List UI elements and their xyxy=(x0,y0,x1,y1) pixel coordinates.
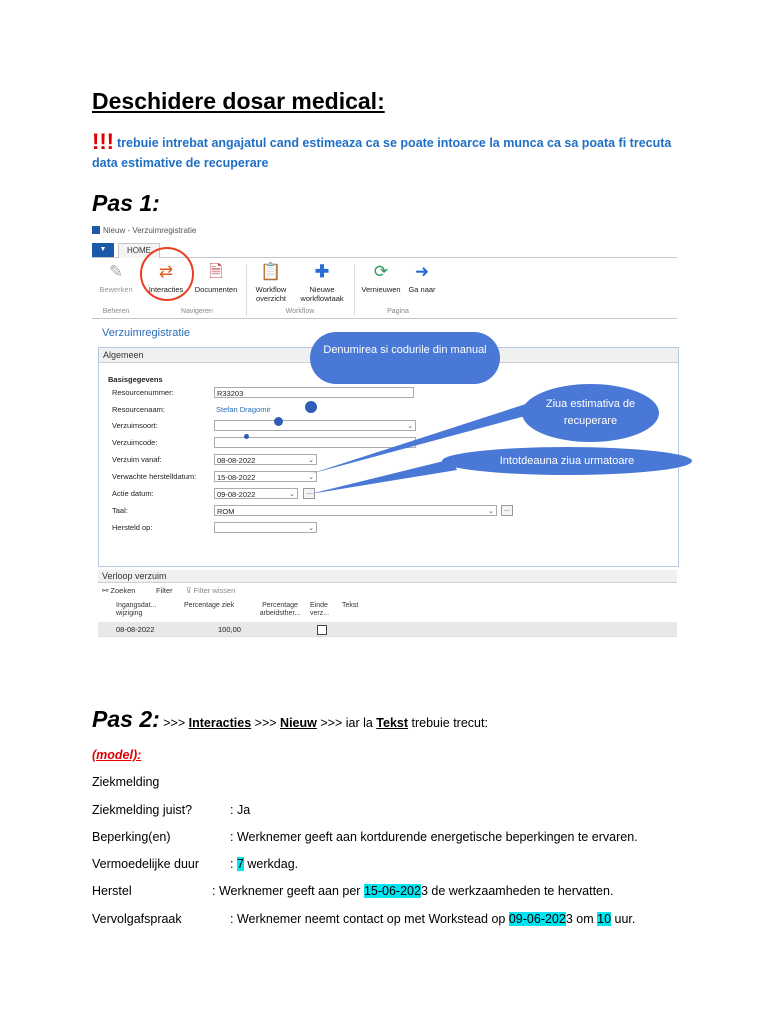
duur-number: 7 xyxy=(236,857,244,871)
vernieuwen-button[interactable]: ⟳ Vernieuwen xyxy=(358,262,404,294)
cell-ingangsdatum: 08-08-2022 xyxy=(116,625,155,634)
duur-suffix: werkdag. xyxy=(247,857,299,871)
arrows: >>> xyxy=(163,716,186,730)
herstel-label: Herstel xyxy=(92,884,132,898)
col-percentage-ziek[interactable]: Percentage ziek xyxy=(184,602,235,609)
taal-select[interactable]: ROM ⌄ xyxy=(214,505,497,516)
arrows: >>> iar la xyxy=(320,716,373,730)
model-label: (model): xyxy=(92,748,142,762)
group-workflow: Workflow xyxy=(285,308,315,315)
refresh-icon: ⟳ xyxy=(373,262,389,281)
taal-label: Taal: xyxy=(112,506,128,515)
col-ingangsdatum[interactable]: Ingangsdat... wijziging xyxy=(116,602,157,617)
chevron-down-icon: ⌄ xyxy=(488,508,494,515)
verzuimsoort-label: Verzuimsoort: xyxy=(112,421,158,430)
beperking-label: Beperking(en) xyxy=(92,830,171,844)
vervolg-suffix: uur. xyxy=(614,912,636,926)
verwachte-herstel-field[interactable]: 15-08-2022 ⌄ xyxy=(214,471,317,482)
actie-datum-label: Actie datum: xyxy=(112,489,154,498)
filter-wissen-button[interactable]: ⊽ Filter wissen xyxy=(186,586,236,595)
pas1-heading: Pas 1: xyxy=(92,190,160,216)
nieuw-ref: Nieuw xyxy=(280,716,317,730)
herstel-prefix: : Werknemer geeft aan per xyxy=(212,884,361,898)
warning-text: trebuie intrebat angajatul cand estimeaza ca se poate intoarce la munca ca sa poata fi trecuta data estimative de recuperare xyxy=(92,136,672,170)
group-navigeren: Navigeren xyxy=(181,308,213,315)
resourcenaam-value: Stefan Dragomir xyxy=(216,405,271,414)
page-title: Deschidere dosar medical: xyxy=(92,88,385,114)
resourcenaam-label: Resourcenaam: xyxy=(112,405,165,414)
vervolg-prefix: : Werknemer neemt contact op met Workstead op xyxy=(230,912,506,926)
vervolg-hour: 10 xyxy=(597,912,612,926)
clear-filter-icon: ⊽ xyxy=(186,586,192,595)
verzuim-vanaf-label: Verzuim vanaf: xyxy=(112,455,162,464)
pas2-heading: Pas 2: xyxy=(92,706,160,732)
interacties-ref: Interacties xyxy=(188,716,252,730)
ziekmelding-line: Ziekmelding xyxy=(92,775,160,789)
chevron-down-icon: ⌄ xyxy=(308,525,314,532)
verloop-header[interactable]: Verloop verzuim xyxy=(98,570,677,583)
group-pagina: Pagina xyxy=(387,308,409,315)
basisgegevens-label: Basisgegevens xyxy=(108,375,163,384)
chevron-down-icon: ⌄ xyxy=(407,423,413,430)
clipboard-check-icon: 📋 xyxy=(260,262,282,281)
vervolg-date: 09-06-202 xyxy=(508,912,566,926)
warning-note xyxy=(92,129,692,173)
plus-icon: ✚ xyxy=(314,262,330,281)
workflow-overzicht-button[interactable]: 📋 Workflow overzicht xyxy=(250,262,292,303)
hersteld-op-label: Hersteld op: xyxy=(112,523,153,532)
callout-intotdeauna: Intotdeauna ziua urmatoare xyxy=(442,447,692,475)
herstel-suffix: 3 de werkzaamheden te hervatten. xyxy=(420,884,614,898)
section-algemeen-header[interactable]: Algemeen xyxy=(99,348,678,363)
verzuimcode-label: Verzuimcode: xyxy=(112,438,158,447)
chevron-down-icon: ⌄ xyxy=(308,457,314,464)
pencil-icon: ✎ xyxy=(108,262,124,281)
verzuim-screenshot xyxy=(92,224,677,656)
app-menu-dropdown[interactable]: ▼ xyxy=(92,243,114,257)
juist-value: : Ja xyxy=(230,803,251,817)
resourcenummer-label: Resourcenummer: xyxy=(112,388,174,397)
zoeken-button[interactable]: ⚯ Zoeken xyxy=(102,586,136,595)
juist-label: Ziekmelding juist? xyxy=(92,803,193,817)
verzuim-vanaf-field[interactable]: 08-08-2022 ⌄ xyxy=(214,454,317,465)
cell-percentage-ziek: 100,00 xyxy=(218,625,241,634)
herstel-date: 15-06-202 xyxy=(363,884,421,898)
trebuie-text: trebuie trecut: xyxy=(411,716,488,730)
vervolg-mid: 3 om xyxy=(565,912,594,926)
filter-button[interactable]: Filter xyxy=(156,586,173,595)
arrow-right-icon: ➜ xyxy=(414,262,430,281)
tekst-ref: Tekst xyxy=(376,716,409,730)
taal-lookup-button[interactable]: ... xyxy=(501,505,513,516)
interacties-button[interactable]: ⇄ Interacties xyxy=(146,262,186,294)
pas2-line xyxy=(92,706,488,733)
document-icon: 🗎 xyxy=(209,262,223,281)
actie-datum-lookup-button[interactable]: ... xyxy=(303,488,315,499)
window-title: Nieuw - Verzuimregistratie xyxy=(92,226,196,235)
chevron-down-icon: ⌄ xyxy=(308,474,314,481)
documenten-button[interactable]: 🗎 Documenten xyxy=(190,262,242,294)
duur-label: Vermoedelijke duur xyxy=(92,857,200,871)
vervolg-label: Vervolgafspraak xyxy=(92,912,182,926)
warning-marks: !!! xyxy=(92,129,114,154)
callout-ziua-estimativa: Ziua estimativa de recuperare xyxy=(522,384,659,442)
chevron-down-icon: ⌄ xyxy=(289,491,295,498)
col-tekst[interactable]: Tekst xyxy=(342,602,359,609)
resourcenummer-field[interactable]: R33203 xyxy=(214,387,414,398)
callout-denumirea: Denumirea si codurile din manual xyxy=(310,332,500,384)
binoculars-icon: ⚯ xyxy=(102,586,109,595)
tab-home[interactable]: HOME xyxy=(118,243,160,258)
form-title: Verzuimregistratie xyxy=(102,327,191,339)
group-beheren: Beheren xyxy=(102,308,130,315)
duur-prefix: : xyxy=(230,857,234,871)
verwachte-herstel-label: Verwachte herstelldatum: xyxy=(112,472,197,481)
bewerken-button[interactable]: ✎ Bewerken xyxy=(96,262,136,294)
ga-naar-button[interactable]: ➜ Ga naar xyxy=(408,262,436,294)
actie-datum-field[interactable]: 09-08-2022 ⌄ xyxy=(214,488,298,499)
beperking-value: : Werknemer geeft aan kortdurende energetische beperkingen te ervaren. xyxy=(230,830,638,844)
nieuwe-workflowtaak-button[interactable]: ✚ Nieuwe workflowtaak xyxy=(296,262,348,303)
swap-arrows-icon: ⇄ xyxy=(158,262,174,281)
arrows: >>> xyxy=(254,716,277,730)
col-einde-verzuim[interactable]: Einde verz... xyxy=(310,602,330,617)
col-percentage-arbeid[interactable]: Percentage arbeidsther... xyxy=(259,602,301,617)
